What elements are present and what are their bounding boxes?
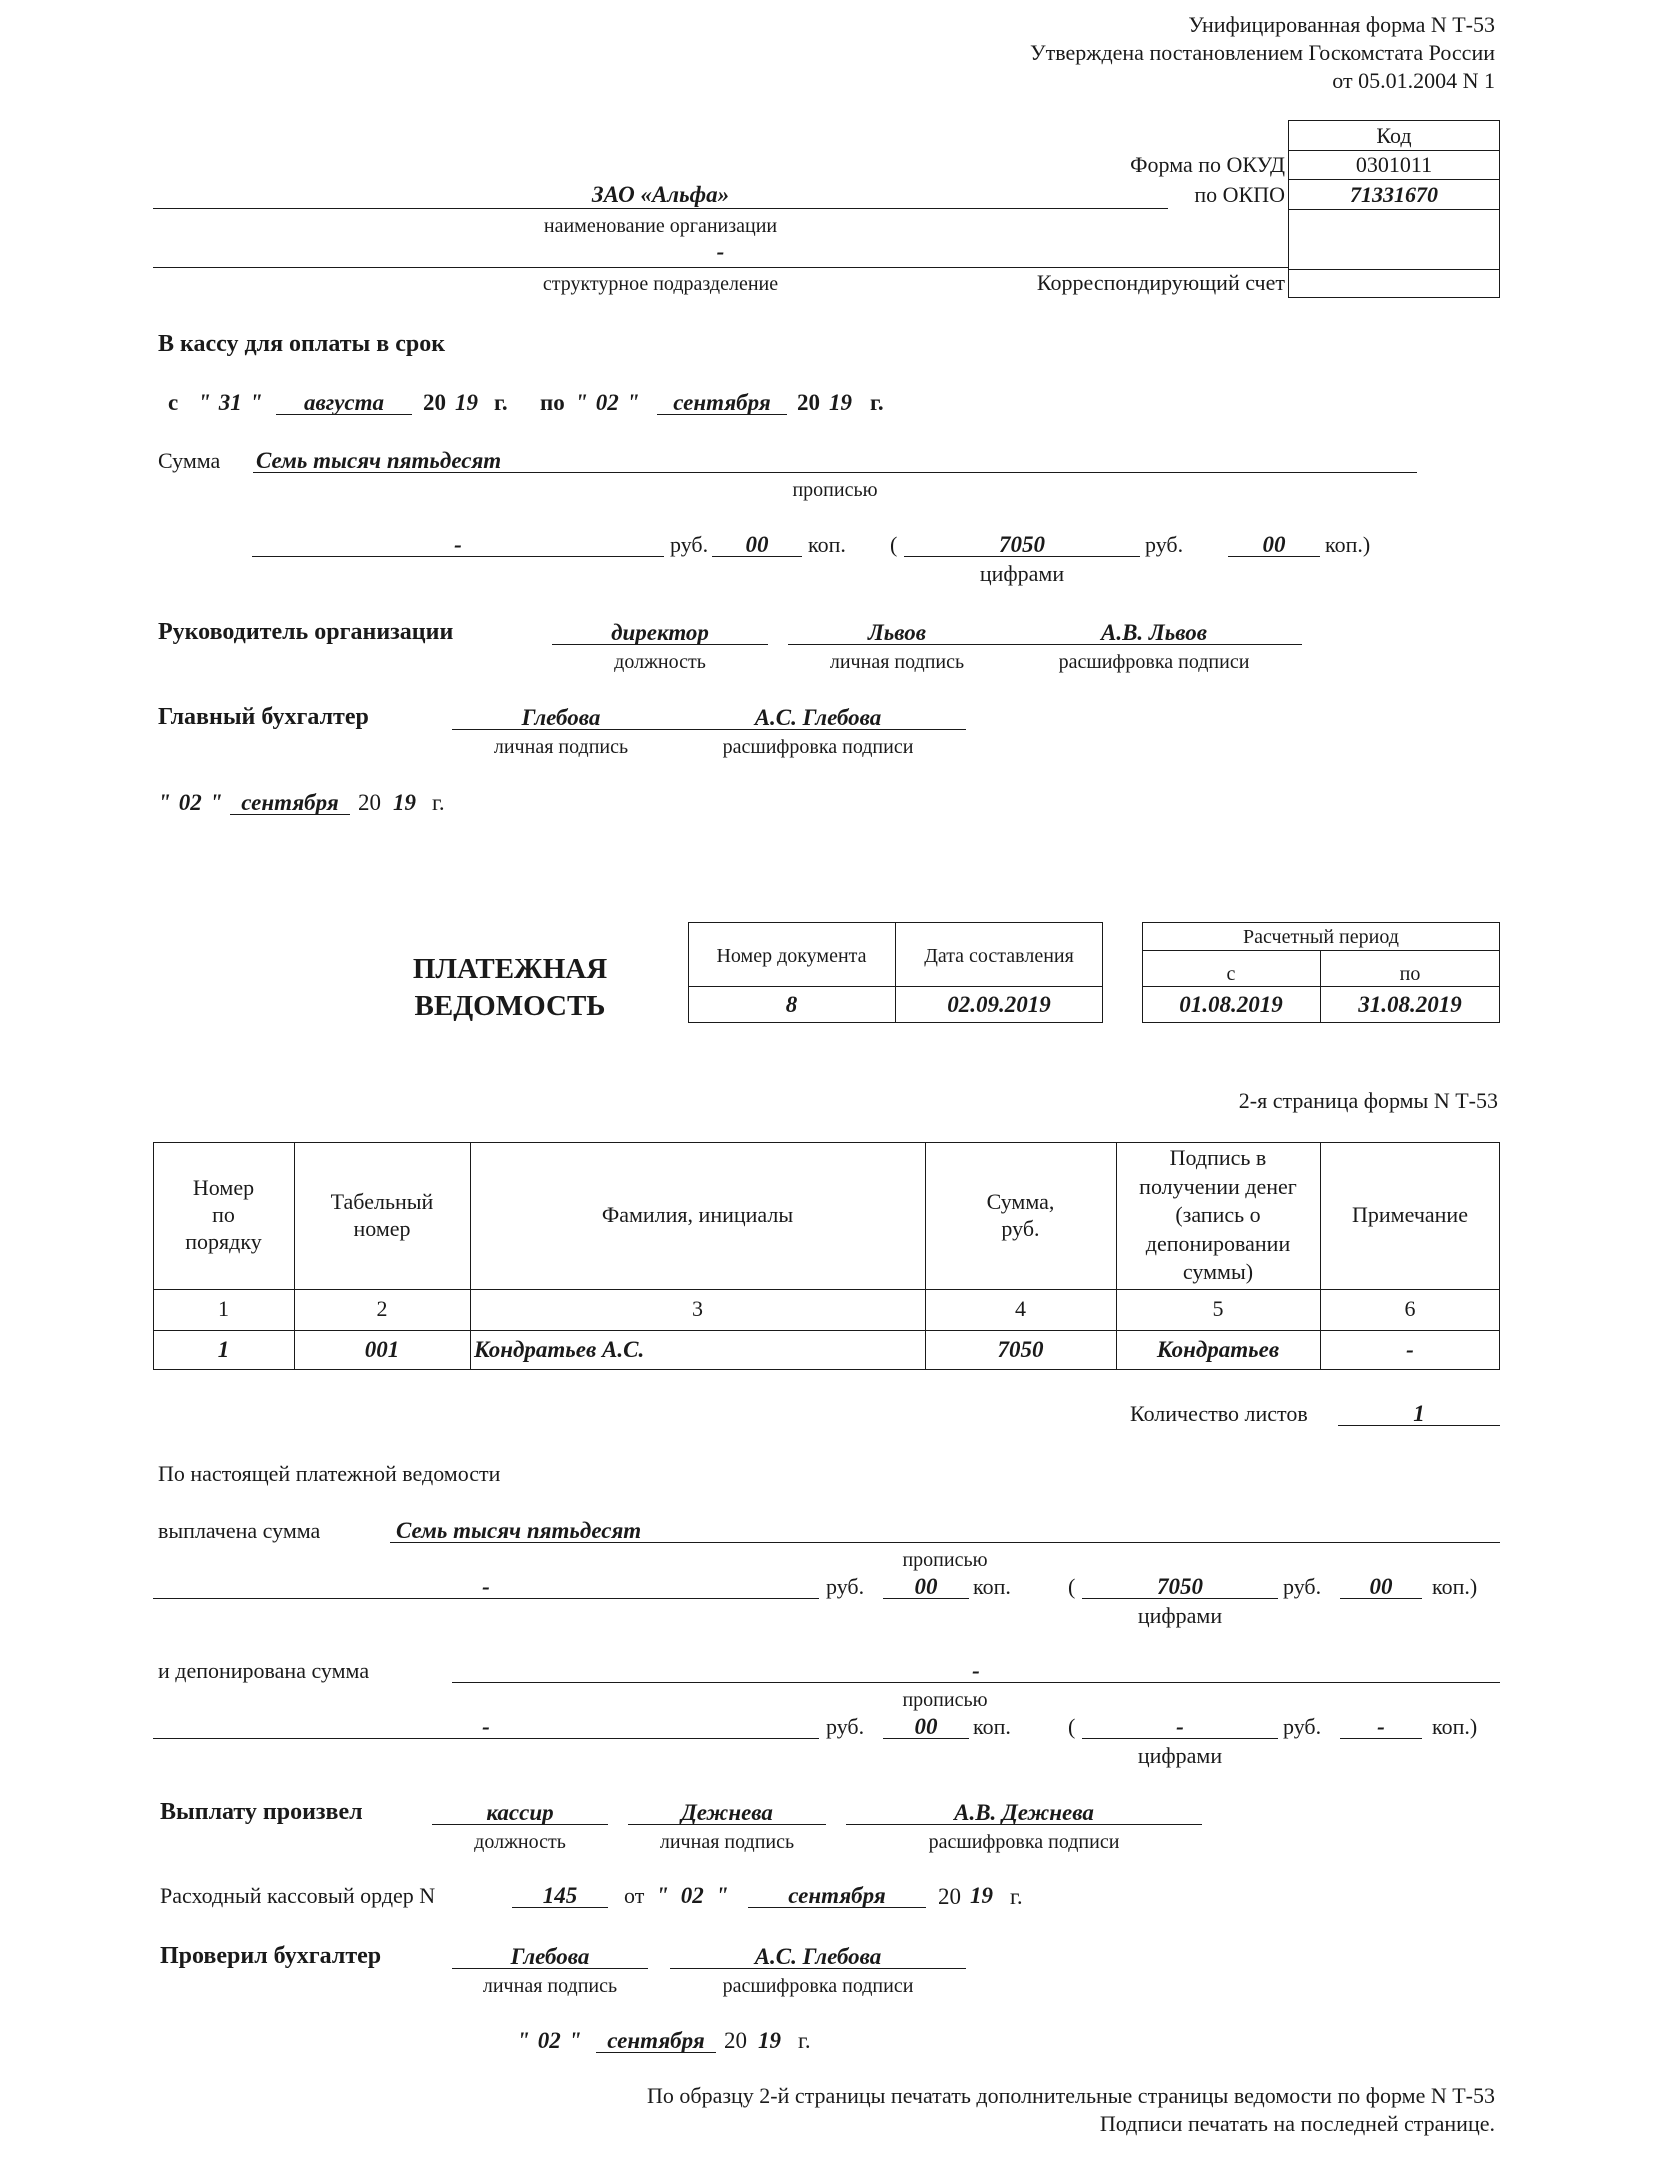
amount-rub-label: руб. — [670, 532, 709, 557]
table-cell-number: 1 — [217, 1336, 230, 1362]
table-cell-signature: Кондратьев — [1156, 1336, 1280, 1362]
okpo-value: 71331670 — [1350, 182, 1438, 207]
cash-from-year: 19 — [455, 390, 478, 415]
checked-name: А.С. Глебова — [670, 1945, 966, 1969]
amount-rub-words: - — [252, 533, 664, 557]
cash-title: В кассу для оплаты в срок — [158, 331, 446, 357]
head-name-caption: расшифровка подписи — [1058, 651, 1250, 673]
document-date: 02.09.2019 — [947, 992, 1051, 1017]
period-from: 01.08.2019 — [1179, 992, 1283, 1017]
footer-line1: По образцу 2-й страницы печатать дополнительные страницы ведомости по форме N Т-53 — [647, 2083, 1495, 2108]
order-year: 19 — [970, 1883, 993, 1908]
organization-caption: наименование организации — [543, 215, 778, 237]
payout-position: кассир — [432, 1801, 608, 1825]
deposited-open-paren: ( — [1068, 1714, 1076, 1739]
corr-account-label: Корреспондирующий счет — [1036, 270, 1285, 295]
amount-words-caption: прописью — [792, 479, 878, 501]
table-header-note: Примечание — [1352, 1202, 1468, 1228]
okud-label: Форма по ОКУД — [1130, 152, 1285, 177]
order-year-prefix: 20 — [938, 1884, 961, 1909]
order-day: " 02 " — [656, 1883, 729, 1908]
codes-header: Код — [1376, 123, 1412, 148]
table-cell-note: - — [1406, 1336, 1414, 1362]
accountant-name-caption: расшифровка подписи — [722, 736, 914, 758]
deposited-digits: - — [1082, 1715, 1278, 1739]
cash-to-day-quote: " 02 " — [575, 390, 640, 415]
paid-rub-words: - — [153, 1575, 819, 1599]
accountant-signature-caption: личная подпись — [493, 736, 629, 758]
approval-line: Утверждена постановлением Госкомстата России — [1030, 40, 1495, 65]
cash-from-year-prefix: 20 — [423, 390, 446, 415]
deposited-digits-kop: - — [1340, 1715, 1422, 1739]
payout-label: Выплату произвел — [160, 1799, 363, 1825]
table-header-tab-number: Табельный номер — [330, 1188, 434, 1241]
organization-name: ЗАО «Альфа» — [153, 183, 1168, 209]
head-name: А.В. Львов — [1006, 621, 1302, 645]
table-col-number: 4 — [1015, 1296, 1026, 1322]
document-number: 8 — [785, 992, 798, 1017]
approval-date: от 05.01.2004 N 1 — [1332, 68, 1495, 93]
table-header-signature: Подпись в получении денег (запись о депонировании суммы) — [1139, 1145, 1297, 1285]
cash-to-month: сентября — [657, 391, 787, 415]
deposited-digits-caption: цифрами — [1137, 1743, 1223, 1768]
sheets-value: 1 — [1338, 1402, 1500, 1426]
deposited-kop-close: коп.) — [1432, 1714, 1478, 1739]
amount-label: Сумма — [158, 448, 221, 473]
table-cell-name: Кондратьев А.С. — [474, 1336, 645, 1362]
cash-to-day: 02 — [595, 390, 619, 415]
deposited-rub-label: руб. — [826, 1714, 865, 1739]
accountant-signature: Глебова — [452, 706, 670, 730]
sign-date-year-prefix: 20 — [358, 790, 381, 815]
cash-from-month: августа — [276, 391, 412, 415]
checked-date-month: сентября — [596, 2029, 716, 2053]
checked-date-year: 19 — [758, 2028, 781, 2053]
cash-to-year-prefix: 20 — [797, 390, 820, 415]
checked-date-suffix: г. — [798, 2028, 811, 2053]
checked-signature: Глебова — [452, 1945, 648, 1969]
checked-name-caption: расшифровка подписи — [722, 1975, 914, 1997]
document-number-label: Номер документа — [716, 945, 867, 967]
table-col-number: 5 — [1212, 1296, 1224, 1322]
period-label: Расчетный период — [1243, 926, 1399, 948]
okud-value: 0301011 — [1355, 152, 1433, 177]
deposited-kop-value: 00 — [883, 1715, 969, 1739]
deposited-words: - — [452, 1659, 1500, 1683]
deposited-digits-rub-label: руб. — [1283, 1714, 1322, 1739]
table-header-name: Фамилия, инициалы — [601, 1202, 794, 1228]
checked-date-day: " 02 " — [517, 2028, 582, 2053]
amount-kop-label: коп. — [808, 532, 846, 557]
document-title-line2: ВЕДОМОСТЬ — [414, 990, 606, 1022]
table-col-number: 1 — [218, 1296, 229, 1322]
order-number: 145 — [512, 1884, 608, 1908]
cash-to-year-suffix: г. — [870, 390, 884, 415]
paid-digits-rub-label: руб. — [1283, 1574, 1322, 1599]
sheets-label: Количество листов — [1130, 1401, 1308, 1426]
amount-digits-rub-label: руб. — [1145, 532, 1184, 557]
amount-digits: 7050 — [904, 533, 1140, 557]
table-cell-sum: 7050 — [997, 1336, 1044, 1362]
amount-kop-value: 00 — [712, 533, 802, 557]
cash-to-prefix: по — [540, 390, 565, 415]
paid-kop-value: 00 — [883, 1575, 969, 1599]
sign-date-year: 19 — [393, 790, 416, 815]
document-title-line1: ПЛАТЕЖНАЯ — [412, 953, 608, 985]
deposited-words-caption: прописью — [902, 1689, 988, 1711]
table-header-number: Номер по порядку — [185, 1175, 262, 1254]
table-col-number: 6 — [1404, 1296, 1416, 1322]
payout-signature-caption: личная подпись — [659, 1831, 795, 1853]
cash-from-day-quote: " 31 " — [198, 390, 263, 415]
paid-words-caption: прописью — [902, 1549, 988, 1571]
cash-from-year-suffix: г. — [494, 390, 508, 415]
form-name: Унифицированная форма N Т-53 — [1188, 12, 1495, 37]
cash-from-day: 31 — [218, 390, 242, 415]
head-label: Руководитель организации — [158, 619, 454, 645]
paid-label: выплачена сумма — [158, 1518, 321, 1543]
deposited-kop-label: коп. — [973, 1714, 1011, 1739]
footer-line2: Подписи печатать на последней странице. — [1099, 2111, 1495, 2136]
order-suffix: г. — [1010, 1884, 1023, 1909]
okpo-label: по ОКПО — [1194, 182, 1285, 207]
checked-signature-caption: личная подпись — [482, 1975, 618, 1997]
period-to: 31.08.2019 — [1358, 992, 1462, 1017]
amount-words: Семь тысяч пятьдесят — [253, 449, 1417, 473]
sign-date-month: сентября — [230, 791, 350, 815]
paid-kop-label: коп. — [973, 1574, 1011, 1599]
paid-open-paren: ( — [1068, 1574, 1076, 1599]
amount-digits-kop: 00 — [1228, 533, 1320, 557]
head-signature: Львов — [788, 621, 1006, 645]
head-position-caption: должность — [614, 651, 706, 673]
payout-position-caption: должность — [474, 1831, 566, 1853]
table-col-number: 3 — [692, 1296, 703, 1322]
checked-date-year-prefix: 20 — [724, 2028, 747, 2053]
division-value: - — [153, 240, 1288, 268]
paid-kop-close: коп.) — [1432, 1574, 1478, 1599]
payout-signature: Дежнева — [628, 1801, 826, 1825]
sign-date-suffix: г. — [432, 790, 445, 815]
period-to-label: по — [1399, 963, 1421, 985]
checked-label: Проверил бухгалтер — [160, 1943, 382, 1969]
document-date-label: Дата составления — [924, 945, 1074, 967]
order-label: Расходный кассовый ордер N — [160, 1883, 436, 1908]
head-position: директор — [552, 621, 768, 645]
accountant-label: Главный бухгалтер — [158, 704, 369, 730]
amount-digits-caption: цифрами — [979, 561, 1065, 586]
sign-date-day: " 02 " — [158, 790, 223, 815]
order-from-label: от — [624, 1883, 645, 1908]
paid-digits-kop: 00 — [1340, 1575, 1422, 1599]
head-signature-caption: личная подпись — [829, 651, 965, 673]
page-note: 2-я страница формы N Т-53 — [1238, 1088, 1498, 1113]
order-month: сентября — [748, 1884, 926, 1908]
cash-from-prefix: с — [168, 390, 179, 415]
deposited-rub-words: - — [153, 1715, 819, 1739]
paid-words: Семь тысяч пятьдесят — [390, 1519, 1500, 1543]
amount-open-paren: ( — [890, 532, 898, 557]
payout-name: А.В. Дежнева — [846, 1801, 1202, 1825]
period-from-label: с — [1226, 963, 1236, 985]
division-caption: структурное подразделение — [542, 273, 779, 295]
payout-name-caption: расшифровка подписи — [928, 1831, 1120, 1853]
deposited-label: и депонирована сумма — [158, 1658, 370, 1683]
paid-rub-label: руб. — [826, 1574, 865, 1599]
table-col-number: 2 — [376, 1296, 388, 1322]
cash-to-year: 19 — [829, 390, 852, 415]
amount-kop-close: коп.) — [1325, 532, 1371, 557]
table-cell-tab-number: 001 — [364, 1336, 400, 1362]
table-header-sum: Сумма, руб. — [986, 1188, 1055, 1241]
paid-digits: 7050 — [1082, 1575, 1278, 1599]
accountant-name: А.С. Глебова — [670, 706, 966, 730]
paid-intro: По настоящей платежной ведомости — [158, 1461, 501, 1486]
paid-digits-caption: цифрами — [1137, 1603, 1223, 1628]
